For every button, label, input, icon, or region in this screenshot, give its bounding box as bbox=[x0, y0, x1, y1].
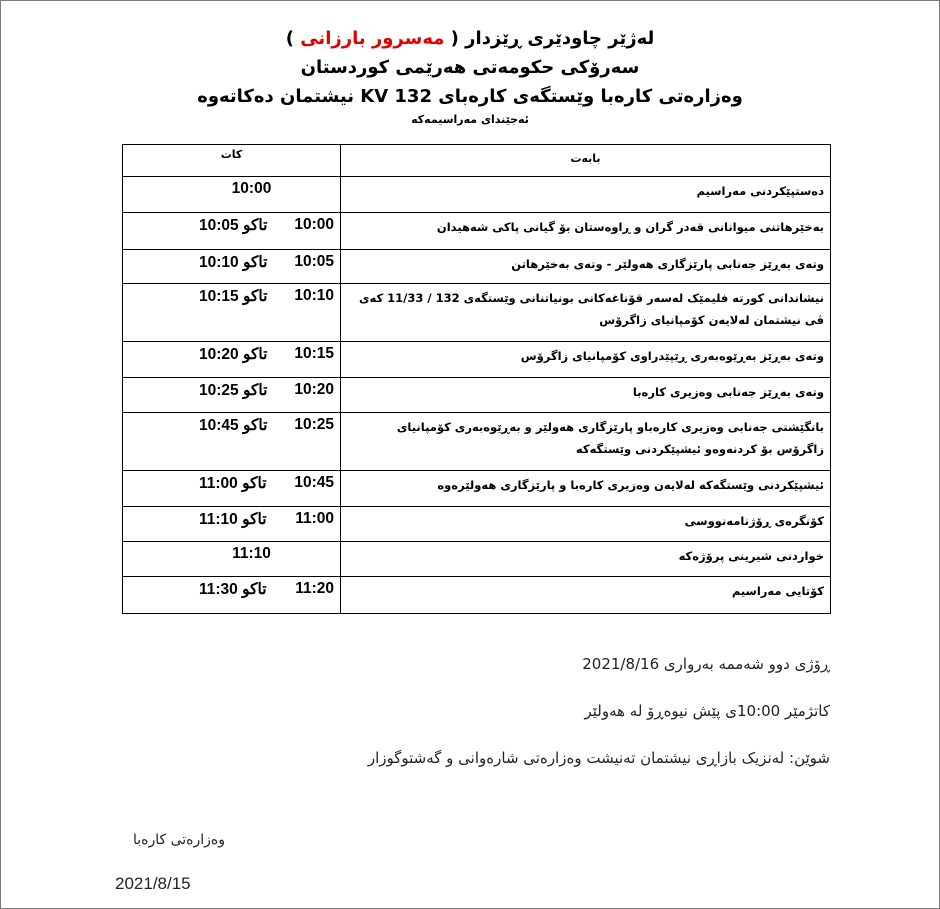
agenda-row bbox=[123, 342, 831, 378]
agenda-start-time: 10:20 bbox=[294, 381, 334, 398]
agenda-row bbox=[123, 577, 831, 614]
agenda-subject-cell: بانگێشتی جەنابی وەزیری کارەباو پارێزگاری هەولێر و بەڕێوەبەری کۆمپانیای زاگرۆس بۆ کردنەوەو ئیشپێکردنی وێستگەکە bbox=[341, 413, 831, 471]
agenda-time-cell bbox=[123, 413, 341, 471]
document-header bbox=[0, 24, 940, 127]
signature-org: وەزارەتی کارەبا bbox=[132, 832, 225, 848]
agenda-end-time: تاکو 11:10 bbox=[199, 511, 267, 528]
agenda-subject-cell: ئیشپێکردنی وێستگەکە لەلایەن وەزیری کارەبا و پارێزگاری هەولێرەوە bbox=[341, 471, 831, 507]
agenda-end-time: تاکو 10:20 bbox=[199, 346, 268, 363]
agenda-row bbox=[123, 378, 831, 413]
header-patronage-line bbox=[0, 24, 940, 53]
agenda-row bbox=[123, 250, 831, 284]
agenda-end-time: تاکو 10:10 bbox=[199, 254, 268, 271]
patronage-prefix: لەژێر چاودێری ڕێزدار ( bbox=[450, 28, 655, 49]
agenda-time-cell bbox=[123, 342, 341, 378]
agenda-end-time: تاکو 10:45 bbox=[199, 417, 268, 434]
agenda-time-cell bbox=[123, 378, 341, 413]
agenda-end-time: تاکو 10:05 bbox=[199, 217, 268, 234]
agenda-row bbox=[123, 213, 831, 250]
agenda-start-time: 11:10 bbox=[232, 545, 271, 562]
signature-date: 2021/8/15 bbox=[115, 874, 191, 893]
subject-column-header: بابەت bbox=[341, 145, 831, 177]
agenda-start-time: 10:10 bbox=[294, 287, 334, 304]
agenda-table bbox=[122, 144, 831, 614]
event-place: شوێن: لەنزیک بازاڕی نیشتمان تەنیشت وەزارەتی شارەوانی و گەشتوگوزار bbox=[367, 749, 830, 767]
time-column-header: کات bbox=[123, 145, 341, 177]
agenda-subject-cell: کۆتایی مەراسیم bbox=[341, 577, 831, 614]
agenda-body bbox=[123, 177, 831, 614]
agenda-subject-cell: دەستپێکردنی مەراسیم bbox=[341, 177, 831, 213]
agenda-row bbox=[123, 413, 831, 471]
agenda-time-cell bbox=[123, 471, 341, 507]
agenda-subject-cell: نیشاندانی کورتە فلیمێک لەسەر قۆناغەکانی بونیاتنانی وێستگەی 132 / 11/33 کەی ڤی نیشتمان لەلایەن کۆمپانیای زاگرۆس bbox=[341, 284, 831, 342]
agenda-start-time: 10:45 bbox=[294, 474, 334, 491]
agenda-subject-cell: وتەی بەڕێز جەنابی وەزیری کارەبا bbox=[341, 378, 831, 413]
agenda-time-cell bbox=[123, 577, 341, 614]
agenda-start-time: 10:00 bbox=[294, 216, 334, 233]
agenda-row bbox=[123, 177, 831, 213]
agenda-row bbox=[123, 507, 831, 542]
agenda-end-time: تاکو 10:15 bbox=[199, 288, 268, 305]
event-info bbox=[230, 655, 830, 796]
agenda-start-time: 10:15 bbox=[294, 345, 334, 362]
agenda-subject-cell: خواردنی شیرینی پرۆژەکە bbox=[341, 542, 831, 577]
patronage-suffix: ) bbox=[285, 28, 294, 49]
agenda-time-cell bbox=[123, 177, 341, 213]
agenda-end-time: تاکو 11:30 bbox=[199, 581, 267, 598]
agenda-time-cell bbox=[123, 284, 341, 342]
agenda-row bbox=[123, 471, 831, 507]
agenda-start-time: 11:00 bbox=[295, 510, 334, 527]
agenda-start-time: 10:05 bbox=[294, 253, 334, 270]
agenda-time-cell bbox=[123, 213, 341, 250]
agenda-end-time: تاکو 10:25 bbox=[199, 382, 268, 399]
agenda-start-time: 11:20 bbox=[295, 580, 334, 597]
agenda-row bbox=[123, 284, 831, 342]
agenda-time-cell bbox=[123, 507, 341, 542]
event-time: کاتژمێر 10:00ی پێش نیوەڕۆ لە هەولێر bbox=[584, 702, 830, 720]
agenda-subject-cell: بەخێرهاتنی میوانانی قەدر گران و ڕاوەستان بۆ گیانی پاکی شەهیدان bbox=[341, 213, 831, 250]
agenda-subject-cell: وتەی بەڕێز بەڕێوەبەری ڕێپێدراوی کۆمپانیای زاگرۆس bbox=[341, 342, 831, 378]
agenda-row bbox=[123, 542, 831, 577]
agenda-time-cell bbox=[123, 542, 341, 577]
agenda-subtitle: ئەجێندای مەراسیمەکە bbox=[411, 113, 529, 126]
agenda-end-time: تاکو 11:00 bbox=[199, 475, 267, 492]
agenda-start-time: 10:00 bbox=[231, 180, 272, 197]
event-day: ڕۆژی دوو شەممە بەرواری 2021/8/16 bbox=[582, 655, 830, 673]
agenda-header-row bbox=[123, 145, 831, 177]
agenda-time-cell bbox=[123, 250, 341, 284]
header-announcement-line: وەزارەتی کارەبا وێستگەی کارەبای KV 132 نیشتمان دەکاتەوە bbox=[197, 86, 743, 107]
agenda-subject-cell: کۆنگرەی ڕۆژنامەنووسی bbox=[341, 507, 831, 542]
agenda-subject-cell: وتەی بەڕێز جەنابی پارێزگاری هەولێر - وتەی بەخێرهاتن bbox=[341, 250, 831, 284]
agenda-start-time: 10:25 bbox=[294, 416, 334, 433]
patron-name: مەسرور بارزانی bbox=[300, 28, 445, 49]
header-title-line: سەرۆکی حکومەتی هەرێمی کوردستان bbox=[300, 57, 640, 78]
